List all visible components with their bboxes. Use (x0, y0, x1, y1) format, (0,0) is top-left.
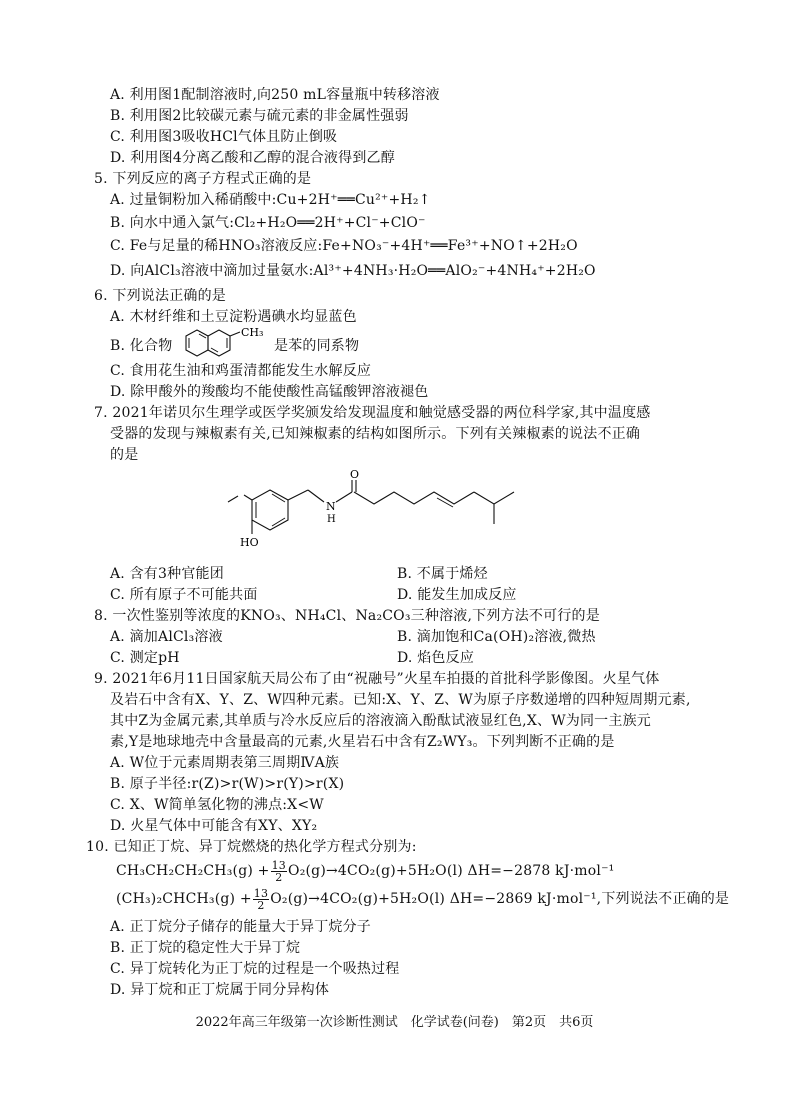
q5-option-b: B. 向水中通入氯气:Cl₂+H₂O══2H⁺+Cl⁻+ClO⁻ (110, 215, 426, 231)
q10-eq1-fraction (271, 860, 287, 883)
fraction-numerator: 13 (271, 858, 287, 872)
q7-option-d: D. 能发生加成反应 (397, 587, 517, 603)
q9-option-b: B. 原子半径:r(Z)>r(W)>r(Y)>r(X) (110, 776, 345, 792)
q10-eq1-right: O₂(g)→4CO₂(g)+5H₂O(l) ΔH=−2878 kJ·mol⁻¹ (288, 863, 615, 879)
q4-option-b: B. 利用图2比较碳元素与硫元素的非金属性强弱 (110, 108, 409, 124)
q6-option-b-prefix: B. 化合物 (110, 338, 173, 354)
q9-option-c: C. X、W简单氢化物的沸点:X<W (110, 797, 324, 813)
q10-eq2-left: (CH₃)₂CHCH₃(g) + (116, 891, 252, 907)
capsaicin-structure (226, 468, 576, 560)
q7-option-b: B. 不属于烯烃 (397, 566, 488, 582)
q7-stem-line-3: 的是 (110, 447, 139, 463)
fraction-denominator: 2 (257, 898, 265, 912)
q8-option-c: C. 测定pH (110, 650, 180, 666)
q4-option-a: A. 利用图1配制溶液时,向250 mL容量瓶中转移溶液 (110, 87, 440, 103)
fraction-numerator: 13 (253, 886, 269, 900)
q7-stem-line-1: 7. 2021年诺贝尔生理学或医学奖颁发给发现温度和触觉感受器的两位科学家,其中温度感 (94, 405, 651, 421)
q10-option-a: A. 正丁烷分子储存的能量大于异丁烷分子 (110, 919, 372, 935)
q10-stem: 10. 已知正丁烷、异丁烷燃烧的热化学方程式分别为: (86, 839, 417, 855)
naphthalene-structure (180, 326, 274, 364)
fraction-denominator: 2 (275, 870, 283, 884)
q6-option-d: D. 除甲酸外的羧酸均不能使酸性高锰酸钾溶液褪色 (110, 384, 429, 400)
q6-option-a: A. 木材纤维和土豆淀粉遇碘水均显蓝色 (110, 309, 357, 325)
q10-option-d: D. 异丁烷和正丁烷属于同分异构体 (110, 982, 330, 998)
q8-option-d: D. 焰色反应 (397, 650, 475, 666)
q4-option-c: C. 利用图3吸收HCl气体且防止倒吸 (110, 129, 338, 145)
q9-stem-line-3: 其中Z为金属元素,其单质与冷水反应后的溶液滴入酚酞试液显红色,X、W为同一主族元 (110, 713, 651, 729)
q10-option-c: C. 异丁烷转化为正丁烷的过程是一个吸热过程 (110, 961, 400, 977)
q7-option-a: A. 含有3种官能团 (110, 566, 224, 582)
page-footer: 2022年高三年级第一次诊断性测试 化学试卷(问卷) 第2页 共6页 (195, 1015, 594, 1030)
q9-option-d: D. 火星气体中可能含有XY、XY₂ (110, 818, 318, 834)
q5-option-c: C. Fe与足量的稀HNO₃溶液反应:Fe+NO₃⁻+4H⁺══Fe³⁺+NO↑+2H₂O (110, 238, 578, 254)
q5-option-a: A. 过量铜粉加入稀硝酸中:Cu+2H⁺══Cu²⁺+H₂↑ (110, 192, 431, 208)
q8-stem: 8. 一次性鉴别等浓度的KNO₃、NH₄Cl、Na₂CO₃三种溶液,下列方法不可行的是 (94, 608, 600, 624)
q10-equation-2 (116, 886, 729, 912)
q7-option-c: C. 所有原子不可能共面 (110, 587, 258, 603)
nitrogen-label: N (326, 500, 336, 513)
amide-hydrogen-label: H (327, 514, 336, 525)
q10-option-b: B. 正丁烷的稳定性大于异丁烷 (110, 940, 301, 956)
q6-option-c: C. 食用花生油和鸡蛋清都能发生水解反应 (110, 363, 372, 379)
carbonyl-oxygen-label: O (350, 468, 360, 481)
q10-eq2-fraction (253, 888, 269, 911)
q9-stem-line-2: 及岩石中含有X、Y、Z、W四种元素。已知:X、Y、Z、W为原子序数递增的四种短周期元素, (110, 692, 691, 708)
q9-option-a: A. W位于元素周期表第三周期ⅣA族 (110, 755, 340, 771)
q10-eq2-right: O₂(g)→4CO₂(g)+5H₂O(l) ΔH=−2869 kJ·mol⁻¹,下列说法不正确的是 (270, 891, 730, 907)
q6-option-b-suffix: 是苯的同系物 (274, 338, 360, 354)
q6-stem: 6. 下列说法正确的是 (94, 288, 227, 304)
q5-stem: 5. 下列反应的离子方程式正确的是 (94, 171, 312, 187)
methyl-group-label: CH₃ (241, 326, 264, 339)
q5-option-d: D. 向AlCl₃溶液中滴加过量氨水:Al³⁺+4NH₃·H₂O══AlO₂⁻+4NH₄⁺+2H₂O (110, 263, 596, 279)
q9-stem-line-1: 9. 2021年6月11日国家航天局公布了由“祝融号”火星车拍摄的首批科学影像图。火星气体 (94, 671, 660, 687)
q4-option-d: D. 利用图4分离乙酸和乙醇的混合液得到乙醇 (110, 150, 395, 166)
q7-stem-line-2: 受器的发现与辣椒素有关,已知辣椒素的结构如图所示。下列有关辣椒素的说法不正确 (110, 426, 641, 442)
q8-option-a: A. 滴加AlCl₃溶液 (110, 629, 223, 645)
q10-equation-1 (116, 858, 615, 884)
q8-option-b: B. 滴加饱和Ca(OH)₂溶液,微热 (397, 629, 596, 645)
hydroxyl-label: HO (240, 536, 259, 549)
q9-stem-line-4: 素,Y是地球地壳中含量最高的元素,火星岩石中含有Z₂WY₃。下列判断不正确的是 (110, 734, 615, 750)
q10-eq1-left: CH₃CH₂CH₂CH₃(g) + (116, 863, 270, 879)
